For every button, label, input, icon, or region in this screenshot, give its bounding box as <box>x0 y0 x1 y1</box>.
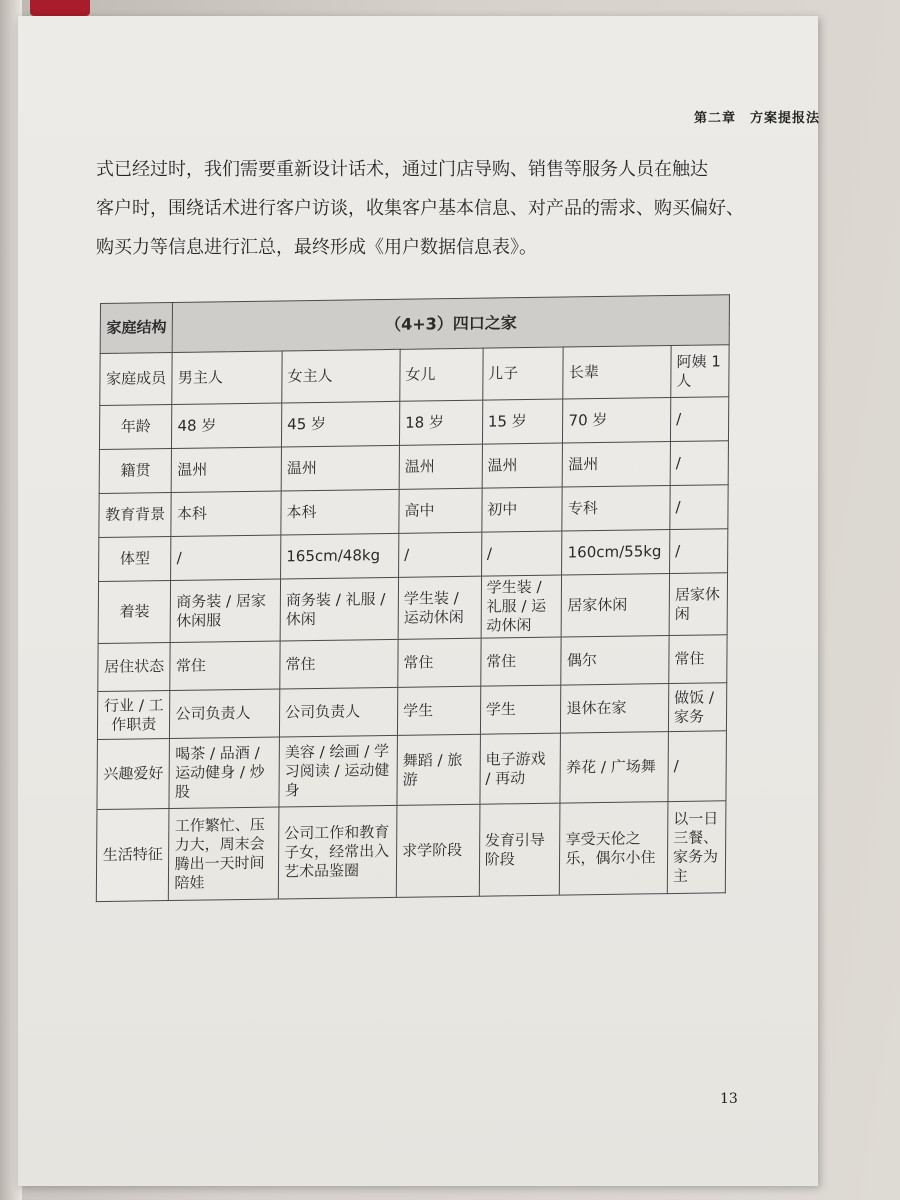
row-label-cell: 居住状态 <box>98 643 171 692</box>
table-cell: 工作繁忙、压力大，周末会腾出一天时间陪娃 <box>169 807 279 901</box>
table-cell: 70 岁 <box>563 398 671 444</box>
body-paragraph <box>96 150 746 267</box>
table-cell: 高中 <box>399 488 482 533</box>
table-cell: 温州 <box>563 442 671 488</box>
row-label-cell: 教育背景 <box>99 493 172 538</box>
table-cell: 阿姨 1 人 <box>671 345 729 398</box>
table-cell: 偶尔 <box>561 636 669 686</box>
table-row <box>97 731 726 810</box>
table-cell: 居家休闲 <box>669 573 727 636</box>
table-cell: 养花 / 广场舞 <box>560 732 668 804</box>
table-cell: 舞蹈 / 旅游 <box>397 734 480 805</box>
table-row <box>98 573 727 644</box>
table-cell: 本科 <box>171 491 281 537</box>
table-cell: 退休在家 <box>561 684 669 734</box>
row-label-cell: 生活特征 <box>96 809 169 902</box>
row-label-cell: 行业 / 工作职责 <box>97 691 170 740</box>
table-cell: 做饭 / 家务 <box>668 683 726 732</box>
table-cell: / <box>670 441 728 486</box>
table-row <box>96 801 726 902</box>
row-label-cell: 着装 <box>98 581 171 644</box>
table-cell: 常住 <box>280 639 398 689</box>
table-cell: / <box>668 731 726 802</box>
table-cell: / <box>399 532 482 577</box>
table-cell: 儿子 <box>483 347 564 400</box>
table-cell: 48 岁 <box>172 403 282 449</box>
table-cell: 以一日三餐、家务为主 <box>667 801 726 894</box>
running-header: 第二章 方案提报法 <box>693 111 820 126</box>
table-cell: 本科 <box>281 489 399 535</box>
table-cell: 常住 <box>170 641 280 691</box>
table-cell: 女主人 <box>282 349 400 403</box>
table-cell: 喝茶 / 品酒 / 运动健身 / 炒股 <box>169 737 279 809</box>
table-cell: 长辈 <box>563 346 671 400</box>
table-cell: 160cm/55kg <box>562 530 670 576</box>
table-cell: 常住 <box>398 638 481 687</box>
table-row <box>98 635 727 692</box>
row-label-cell: 年龄 <box>99 404 172 449</box>
table-cell: 常住 <box>481 637 562 686</box>
table-cell: 45 岁 <box>282 401 400 447</box>
table-cell: 电子游戏 / 再动 <box>480 733 561 804</box>
table-cell: 发育引导阶段 <box>479 803 560 896</box>
table-cell: / <box>670 529 728 574</box>
table-cell: 15 岁 <box>482 399 563 444</box>
row-label-cell: 兴趣爱好 <box>97 739 170 810</box>
body-line: 购买力等信息进行汇总，最终形成《用户数据信息表》。 <box>96 237 537 258</box>
table-cell: 初中 <box>482 487 563 532</box>
table-cell: 商务装 / 居家休闲服 <box>171 579 281 643</box>
table-cell: 18 岁 <box>399 400 482 445</box>
body-line: 式已经过时，我们需要重新设计话术，通过门店导购、销售等服务人员在触达 <box>96 159 708 180</box>
table-cell: 求学阶段 <box>396 804 479 897</box>
row-label-cell: 籍贯 <box>99 448 172 493</box>
table-cell: 学生装 / 运动休闲 <box>398 576 481 639</box>
table-cell: 常住 <box>669 635 727 684</box>
header-label-cell: 家庭结构 <box>100 302 173 353</box>
table-cell: 专科 <box>562 486 670 532</box>
page-number: 13 <box>720 1091 738 1107</box>
table-row <box>97 683 726 740</box>
family-type-cell: （4+3）四口之家 <box>173 295 730 353</box>
table-cell: 公司工作和教育子女，经常出入艺术品鉴圈 <box>278 805 397 899</box>
book-cover-red-edge <box>30 0 90 16</box>
table-cell: 居家休闲 <box>562 574 670 638</box>
table-cell: 公司负责人 <box>170 689 280 739</box>
row-label-cell: 家庭成员 <box>100 352 173 405</box>
table-cell: 温州 <box>482 443 563 488</box>
table-cell: 美容 / 绘画 / 学习阅读 / 运动健身 <box>279 735 397 807</box>
table-cell: / <box>171 535 281 581</box>
table-cell: 公司负责人 <box>280 687 398 737</box>
table-cell: 学生装 / 礼服 / 运动休闲 <box>481 575 562 638</box>
table-cell: 商务装 / 礼服 / 休闲 <box>280 577 398 641</box>
table-row <box>100 345 729 406</box>
table-cell: 享受天伦之乐，偶尔小住 <box>560 802 668 896</box>
table-cell: / <box>670 485 728 530</box>
table-cell: 学生 <box>397 686 480 735</box>
table-cell: / <box>481 531 562 576</box>
table-cell: 165cm/48kg <box>281 533 399 579</box>
row-label-cell: 体型 <box>99 537 172 582</box>
user-data-table <box>96 294 730 898</box>
table-cell: 温州 <box>281 445 399 491</box>
table-cell: 学生 <box>480 685 561 734</box>
table-cell: 温州 <box>172 447 282 493</box>
table-cell: 女儿 <box>400 348 483 401</box>
table-header-row <box>100 295 729 354</box>
table-cell: / <box>670 397 728 442</box>
table-cell: 男主人 <box>172 351 282 405</box>
table-cell: 温州 <box>399 444 482 489</box>
body-line: 客户时，围绕话术进行客户访谈，收集客户基本信息、对产品的需求、购买偏好、 <box>96 198 744 219</box>
